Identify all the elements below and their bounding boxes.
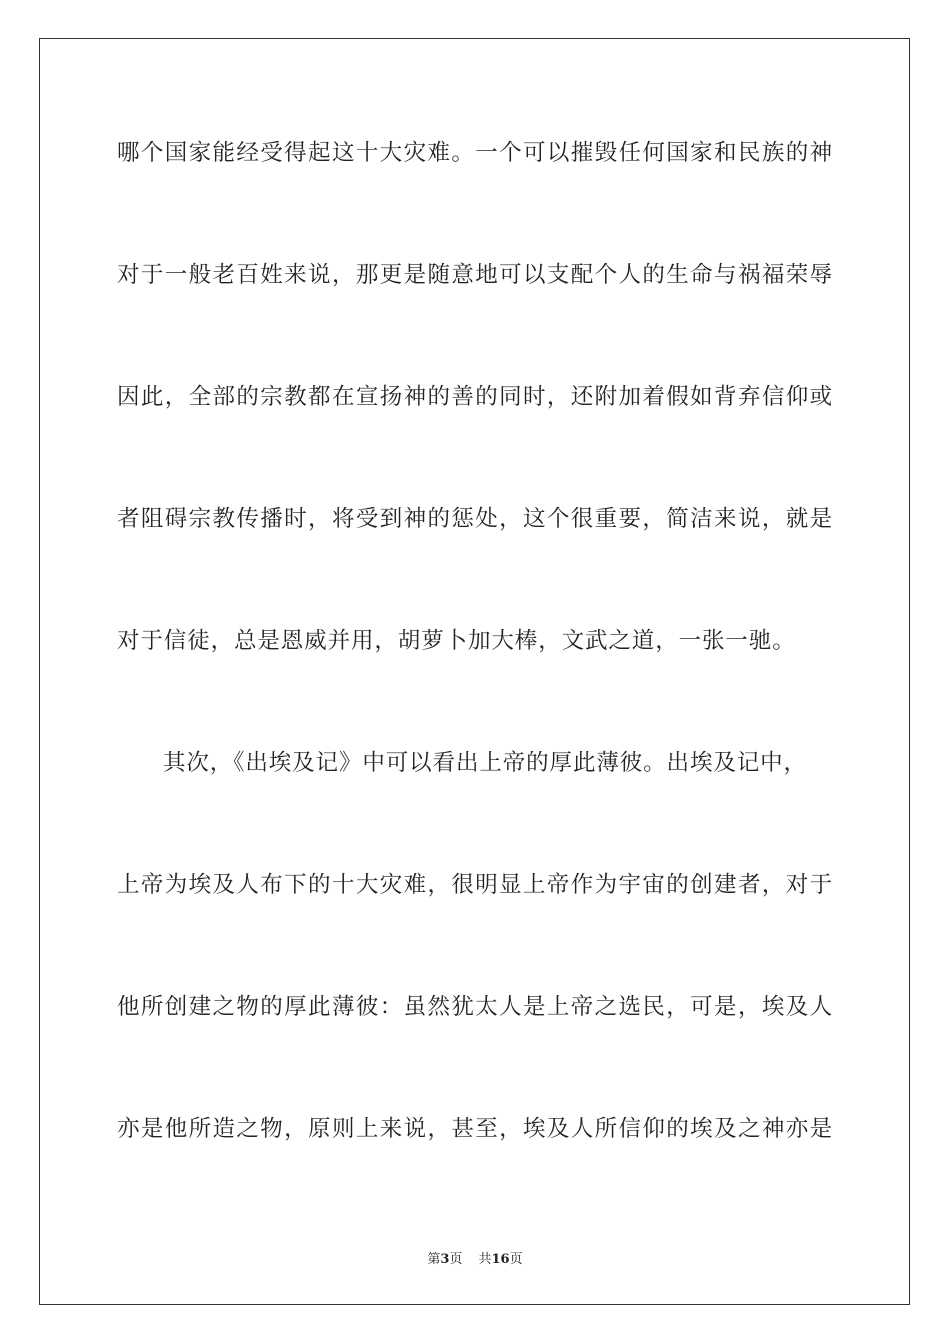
text-line: 对于信徒，总是恩威并用，胡萝卜加大棒，文武之道，一张一驰。 xyxy=(117,628,796,654)
paragraph-first-line: 其次，《出埃及记》中可以看出上帝的厚此薄彼。出埃及记中， xyxy=(163,750,807,776)
total-suffix: 页 xyxy=(509,1252,523,1267)
text-line: 者阻碍宗教传播时，将受到神的惩处，这个很重要，简洁来说，就是 xyxy=(117,506,833,532)
page-footer xyxy=(0,1248,950,1267)
page-number: 3 xyxy=(440,1252,450,1267)
text-line: 上帝为埃及人布下的十大灾难，很明显上帝作为宇宙的创建者，对于 xyxy=(117,872,833,898)
text-line: 对于一般老百姓来说，那更是随意地可以支配个人的生命与祸福荣辱 xyxy=(117,262,833,288)
text-line: 他所创建之物的厚此薄彼：虽然犹太人是上帝之选民，可是，埃及人 xyxy=(117,994,833,1020)
text-line: 因此，全部的宗教都在宣扬神的善的同时，还附加着假如背弃信仰或 xyxy=(117,384,833,410)
text-line: 亦是他所造之物，原则上来说，甚至，埃及人所信仰的埃及之神亦是 xyxy=(117,1116,833,1142)
total-prefix: 共 xyxy=(478,1252,492,1267)
page-suffix: 页 xyxy=(449,1252,463,1267)
total-pages: 16 xyxy=(491,1252,510,1267)
text-line: 哪个国家能经受得起这十大灾难。一个可以摧毁任何国家和民族的神 xyxy=(117,140,833,166)
page-prefix: 第 xyxy=(427,1252,441,1267)
